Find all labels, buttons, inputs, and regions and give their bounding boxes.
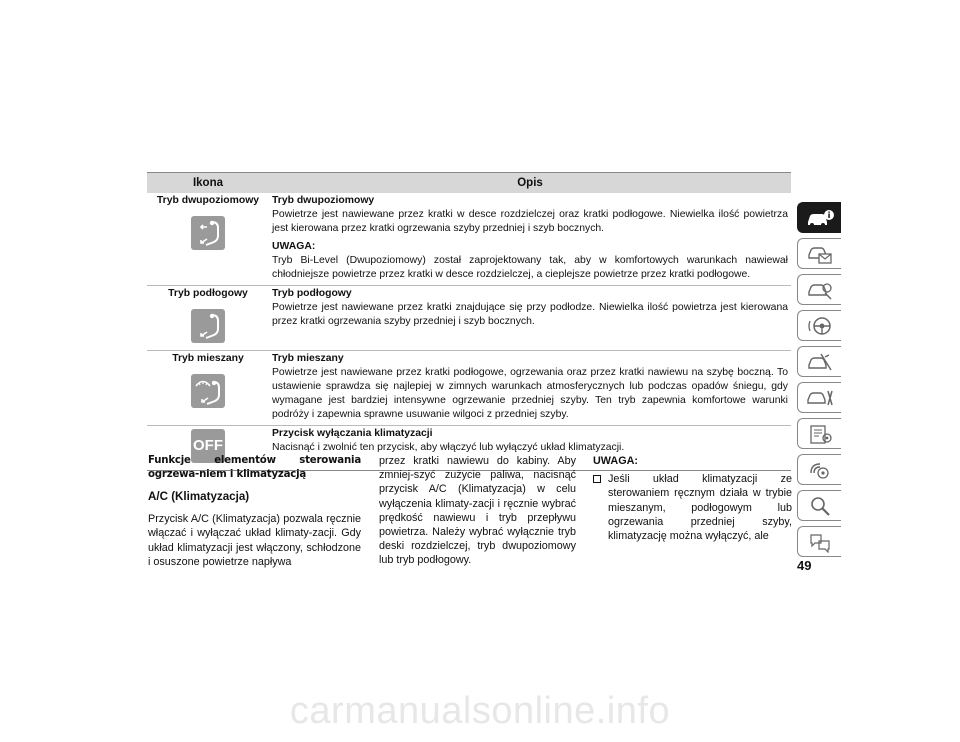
tab-vehicle-features[interactable] [797, 274, 841, 305]
steering-wheel-icon [805, 315, 835, 337]
search-icon [805, 495, 835, 517]
paragraph: przez kratki nawiewu do kabiny. Aby zmniej-szyć zużycie paliwa, nacisnąć przycisk A/C (Klimatyzacja) w celu wyłączenia klimaty-zacji i ręcznie wybrać prędkość nawiewu i tryb przepływu powietrza. Należy wybrać wyłącznie tryb deski rozdzielczej, tryb dwupoziomowy lub tryb podłogowy. [379, 455, 576, 567]
tab-emergency[interactable] [797, 418, 841, 449]
row-text: Nacisnąć i zwolnić ten przycisk, aby włączyć lub wyłączyć układ klimatyzacji. [272, 442, 625, 453]
tab-getting-started[interactable] [797, 238, 841, 269]
tab-safety[interactable] [797, 346, 841, 377]
tab-multimedia[interactable] [797, 454, 841, 485]
note-title: UWAGA: [593, 455, 638, 467]
bilevel-mode-icon [191, 216, 225, 250]
table-header-row [147, 173, 791, 194]
column-middle [379, 454, 576, 568]
note-bullet-text: Jeśli układ klimatyzacji ze sterowaniem ręcznym działa w trybie mieszanym, podłogowym lub ogrzewania przedniej szyby, klimatyzację można wyłączyć, ale [608, 473, 792, 543]
tab-index[interactable] [797, 490, 841, 521]
row-text: Powietrze jest nawiewane przez kratki w desce rozdzielczej oraz kratki podłogowe. Niewielka ilość powietrza jest kierowana przez kratki ogrzewania szyby przedniej i szyb bocznych. [272, 209, 788, 234]
emergency-icon [805, 423, 835, 445]
section-heading: Funkcje elementów sterowania ogrzewa-niem i klimatyzacją [148, 455, 361, 480]
row-title: Tryb dwupoziomowy [272, 195, 375, 206]
row-text: Powietrze jest nawiewane przez kratki podłogowe, ogrzewania oraz przez kratki nawiewu na szybę boczną. To ustawienie sprawdza się najlepiej w zimnych warunkach atmosferycznych lub podczas opadów śniegu, gdy wymagane jest bardziej intensywne ogrzewanie przedniej szyby. Ten tryb zapewnia komfortowe warunki podróży i zapewnia sprawne usuwanie wilgoci z przedniej szyby. [272, 367, 788, 420]
row-title: Tryb mieszany [272, 353, 344, 364]
section-subheading: A/C (Klimatyzacja) [148, 490, 250, 503]
bullet-square-icon [593, 475, 601, 483]
table-row [147, 286, 791, 351]
climate-off-icon: OFF [191, 429, 225, 463]
row-icon-label: Tryb dwupoziomowy [156, 195, 260, 206]
icon-cell [147, 193, 269, 286]
header-description: Opis [269, 173, 791, 194]
table-row [147, 351, 791, 426]
description-cell [269, 351, 791, 426]
paragraph: Przycisk A/C (Klimatyzacja) pozwala ręcznie włączać i wyłączać układ klimaty-zacji. Gdy układ klimatyzacji jest włączony, schłodzone i osuszone powietrze napływa [148, 513, 361, 568]
tab-vehicle-info[interactable] [797, 202, 841, 233]
tab-instrument-panel[interactable] [797, 310, 841, 341]
watermark: carmanualsonline.info [289, 690, 671, 732]
header-icon: Ikona [147, 173, 269, 194]
multimedia-icon [805, 459, 835, 481]
icon-cell [147, 351, 269, 426]
climate-modes-table [147, 172, 791, 471]
row-text: Powietrze jest nawiewane przez kratki znajdujące się przy podłodze. Niewielka ilość powietrza jest kierowana przez kratki ogrzewania szyby przedniej i szyb bocznych. [272, 302, 788, 327]
column-right [593, 454, 792, 543]
column-left [148, 454, 361, 569]
chapter-tabs [797, 202, 841, 562]
row-title: Przycisk wyłączania klimatyzacji [272, 428, 433, 439]
description-cell [269, 286, 791, 351]
row-note-text: Tryb Bi-Level (Dwupoziomowy) został zaprojektowany tak, aby w komfortowych warunkach nawiewał chłodniejsze powietrze przez kratki w desce rozdzielczej, a cieplejsze powietrze przez kratki podłogowe. [272, 255, 788, 280]
table-row [147, 193, 791, 286]
description-cell [269, 193, 791, 286]
row-note-title: UWAGA: [272, 241, 316, 252]
row-icon-label: Tryb podłogowy [168, 288, 248, 299]
tab-driving[interactable] [797, 382, 841, 413]
mix-mode-icon [191, 374, 225, 408]
getting-started-icon [805, 243, 835, 265]
row-title: Tryb podłogowy [272, 288, 352, 299]
tab-languages[interactable] [797, 526, 841, 557]
languages-icon [805, 531, 835, 553]
vehicle-features-icon [805, 279, 835, 301]
row-icon-label: Tryb mieszany [172, 353, 244, 364]
driving-icon [805, 387, 835, 409]
floor-mode-icon [191, 309, 225, 343]
icon-cell [147, 286, 269, 351]
safety-icon [805, 351, 835, 373]
note-bullet [593, 472, 792, 543]
vehicle-info-icon [805, 208, 835, 228]
page-number: 49 [797, 558, 812, 573]
